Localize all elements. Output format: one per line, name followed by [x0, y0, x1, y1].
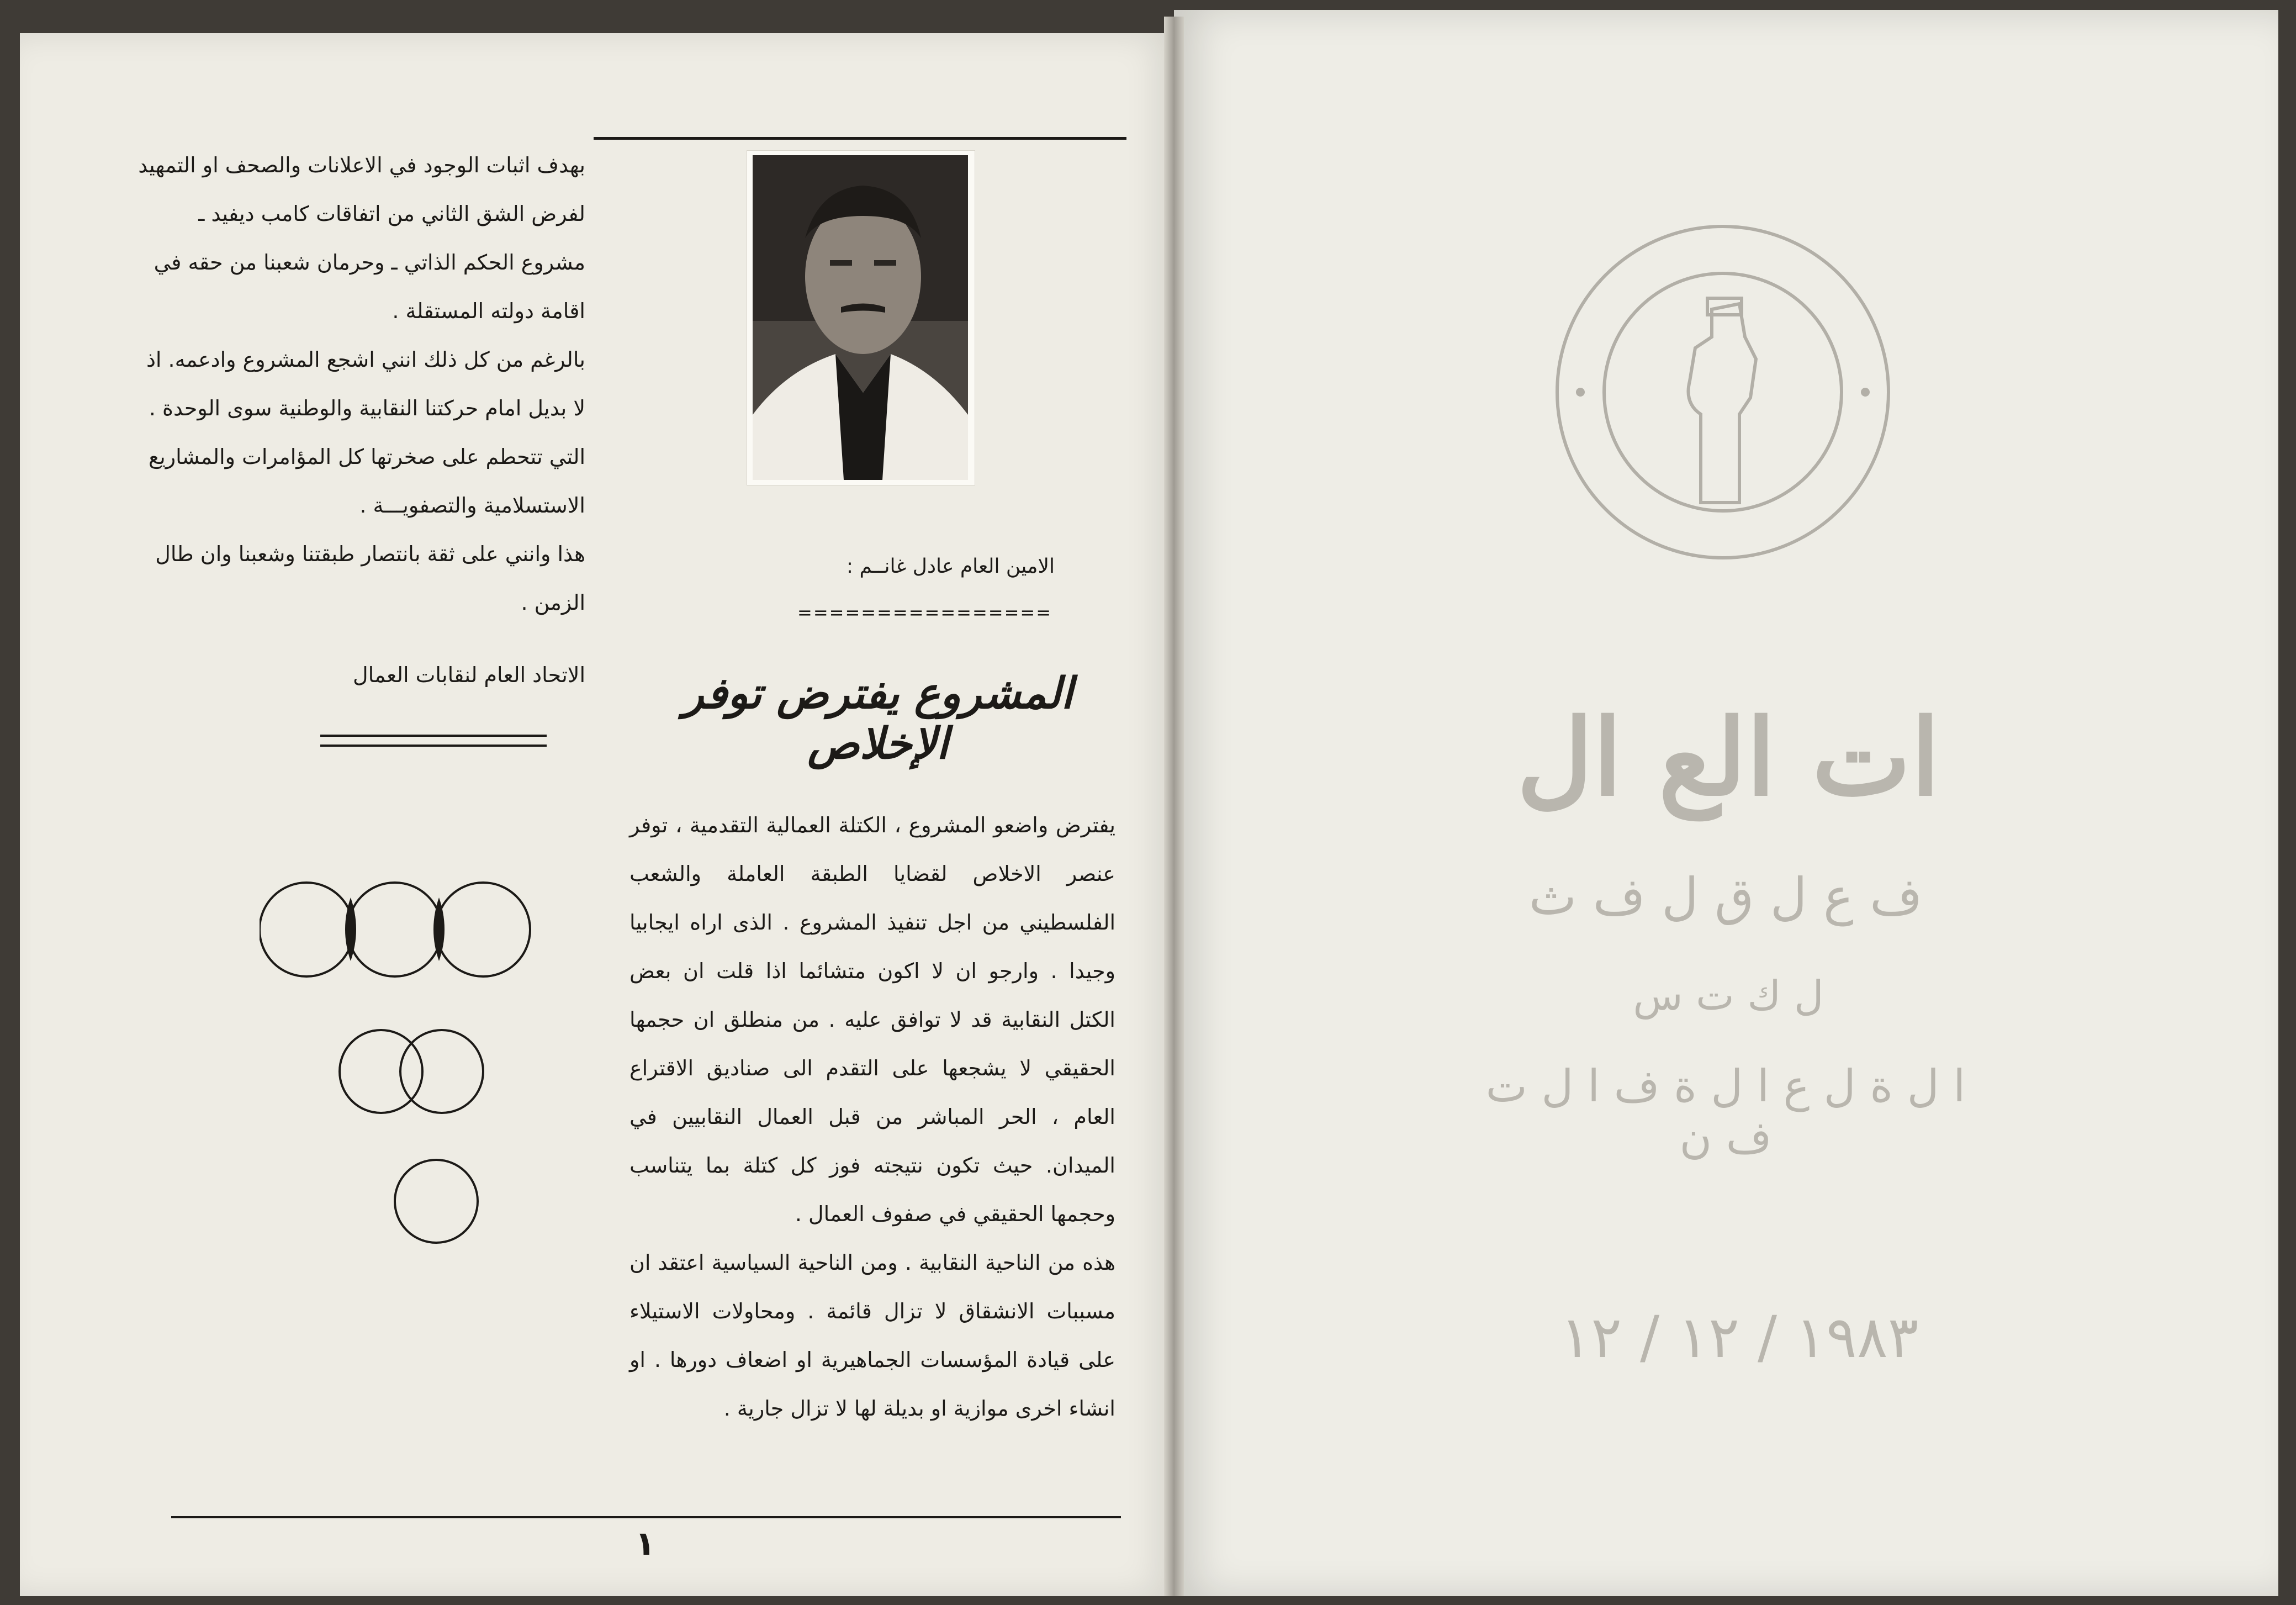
column-top-rule — [594, 137, 1126, 140]
portrait-photo — [747, 150, 975, 485]
cover-subtitle-line-1: ف ع ل ق ل ف ث — [1528, 867, 1923, 926]
left-column-text — [133, 141, 585, 627]
page-number: ١ — [635, 1524, 655, 1563]
book-gutter — [1164, 17, 1184, 1596]
cover-title: ات الع ال — [1516, 696, 1940, 819]
circles-diagram — [260, 873, 536, 1259]
cover-subtitle-line-2: ل ك ت س — [1633, 972, 1824, 1020]
photo-caption: الامين العام عادل غانــم : — [846, 555, 1055, 578]
page-bottom-rule — [171, 1516, 1121, 1518]
paragraph-right-1: يفترض واضعو المشروع ، الكتلة العمالية التقدمية ، توفر عنصر الاخلاص لقضايا الطبقة العاملة والشعب الفلسطيني من اجل تنفيذ المشروع . الذى اراه ايجابيا وجيدا . وارجو ان لا اكون متشائما اذا قلت ان بعض الكتل النقابية قد لا توافق عليه . من منطلق ان حجمها الحقيقي لا يشجعها على التقدم الى صناديق الاقتراع العام ، الحر المباشر من قبل العمال النقابيين في الميدان. حيث تكون نتيجته فوز كل كتلة بما يتناسب وحجمها الحقيقي في صفوف العمال . — [629, 813, 1115, 1226]
right-column-text — [629, 801, 1115, 1433]
paragraph-left-2: بالرغم من كل ذلك انني اشجع المشروع وادعمه. اذ لا بديل امام حركتنا النقابية والوطنية سوى الوحدة . التي تتحطم على صخرتها كل المؤامرات والمشاريع الاستسلامية والتصفويـــة . — [146, 347, 585, 518]
portrait-image-icon — [753, 155, 968, 480]
paragraph-left-1: بهدف اثبات الوجود في الاعلانات والصحف او التمهيد لفرض الشق الثاني من اتفاقات كامب ديفيد ـ مشروع الحكم الذاتي ـ وحرمان شعبنا من حقه في اقامة دولته المستقلة . — [138, 153, 585, 323]
separator-line: ================ — [797, 602, 1052, 623]
circle-bottom — [395, 1160, 478, 1243]
signature-rule-bottom — [320, 745, 547, 747]
raised-fist-stamp-icon — [1546, 215, 1900, 569]
circle-top-left — [260, 883, 353, 976]
paragraph-left-3: هذا وانني على ثقة بانتصار طبقتنا وشعبنا وان طال الزمن . — [155, 542, 585, 615]
signature-rule-top — [320, 735, 547, 737]
paragraph-right-2: هذه من الناحية النقابية . ومن الناحية السياسية اعتقد ان مسببات الانشقاق لا تزال قائمة . ومحاولات الاستيلاء على قيادة المؤسسات الجماهيرية او اضعاف دورها . او انشاء اخرى موازية او بديلة لها لا تزال جارية . — [629, 1250, 1115, 1421]
article-headline: المشروع يفترض توفر الإخلاص — [683, 668, 1073, 769]
circle-mid-right — [400, 1030, 483, 1113]
cover-subtitle-line-3: ا ل ة ل ع ا ل ة ف ا ل ت ف ن — [1485, 1060, 1966, 1163]
circle-top-right — [436, 883, 530, 976]
union-signature: الاتحاد العام لنقابات العمال — [352, 663, 585, 687]
circle-mid-left — [340, 1030, 422, 1113]
cover-date: ١٩٨٣ / ١٢ / ١٢ — [1560, 1303, 1919, 1371]
circle-top-middle — [348, 883, 442, 976]
